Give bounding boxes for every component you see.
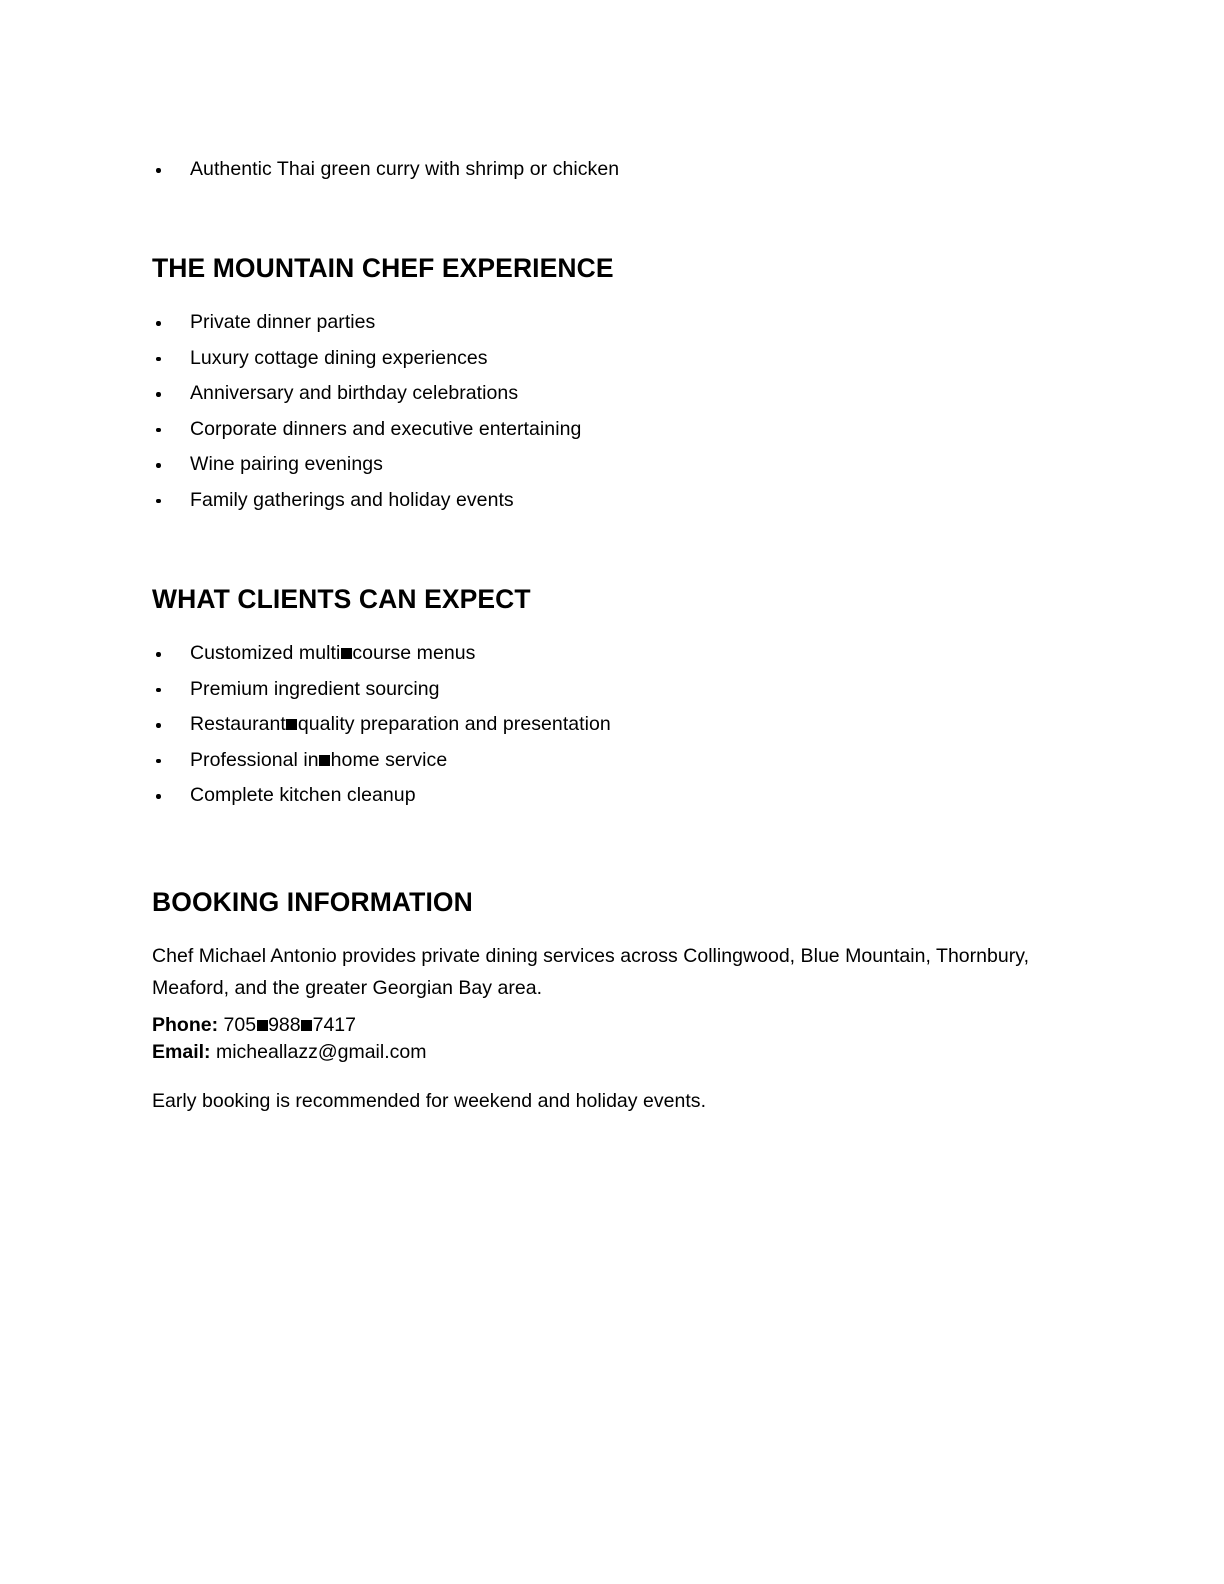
list-item <box>152 636 611 672</box>
intro-bullet-list <box>152 152 619 188</box>
list-item <box>152 672 611 708</box>
list-item <box>152 707 611 743</box>
list-item <box>152 778 611 814</box>
list-item: Anniversary and birthday celebrations <box>152 376 581 412</box>
phone-part-1: 705 <box>223 1014 257 1036</box>
list-item: Private dinner parties <box>152 305 581 341</box>
phone-line <box>152 1012 426 1039</box>
list-item: Wine pairing evenings <box>152 447 581 483</box>
list-item <box>152 743 611 779</box>
list-item: Luxury cottage dining experiences <box>152 341 581 377</box>
phone-label: Phone: <box>152 1014 219 1036</box>
list-item-text-before: Restaurant <box>190 713 286 736</box>
mountain-chef-experience-list <box>152 305 581 519</box>
contact-details <box>152 1012 426 1065</box>
list-item-text-after: home service <box>330 748 448 771</box>
missing-glyph-box-icon <box>286 719 297 730</box>
email-address[interactable]: micheallazz@gmail.com <box>215 1040 427 1063</box>
list-item-text-before: Premium ingredient sourcing <box>190 677 440 700</box>
phone-number <box>224 1014 356 1036</box>
section-heading-mountain-chef-experience: THE MOUNTAIN CHEF EXPERIENCE <box>152 253 614 283</box>
section-heading-booking-information: BOOKING INFORMATION <box>152 887 473 917</box>
email-line <box>152 1039 426 1066</box>
missing-glyph-box-icon <box>341 648 352 659</box>
list-item-text-before: Complete kitchen cleanup <box>190 784 416 807</box>
list-item: Corporate dinners and executive entertaining <box>152 412 581 448</box>
early-booking-note: Early booking is recommended for weekend and holiday events. <box>152 1090 707 1112</box>
list-item: Family gatherings and holiday events <box>152 483 581 519</box>
what-clients-can-expect-list <box>152 636 611 814</box>
list-item-text-after: course menus <box>352 642 476 664</box>
list-item-text-before: Professional in <box>190 748 319 771</box>
list-item-text-after: quality preparation and presentation <box>297 713 611 736</box>
missing-glyph-box-icon <box>319 755 330 766</box>
missing-glyph-box-icon <box>301 1020 312 1031</box>
list-item: Authentic Thai green curry with shrimp or chicken <box>152 152 619 188</box>
phone-part-3: 7417 <box>312 1014 356 1036</box>
list-item-text-before: Customized multi <box>190 642 341 664</box>
section-heading-what-clients-can-expect: WHAT CLIENTS CAN EXPECT <box>152 584 531 614</box>
missing-glyph-box-icon <box>257 1020 268 1031</box>
email-label: Email: <box>152 1040 211 1063</box>
phone-part-2: 988 <box>268 1014 301 1036</box>
booking-service-area-paragraph: Chef Michael Antonio provides private dining services across Collingwood, Blue Mountain, Thornbury, Meaford, and the greater Georgian Bay area. <box>152 945 1030 999</box>
